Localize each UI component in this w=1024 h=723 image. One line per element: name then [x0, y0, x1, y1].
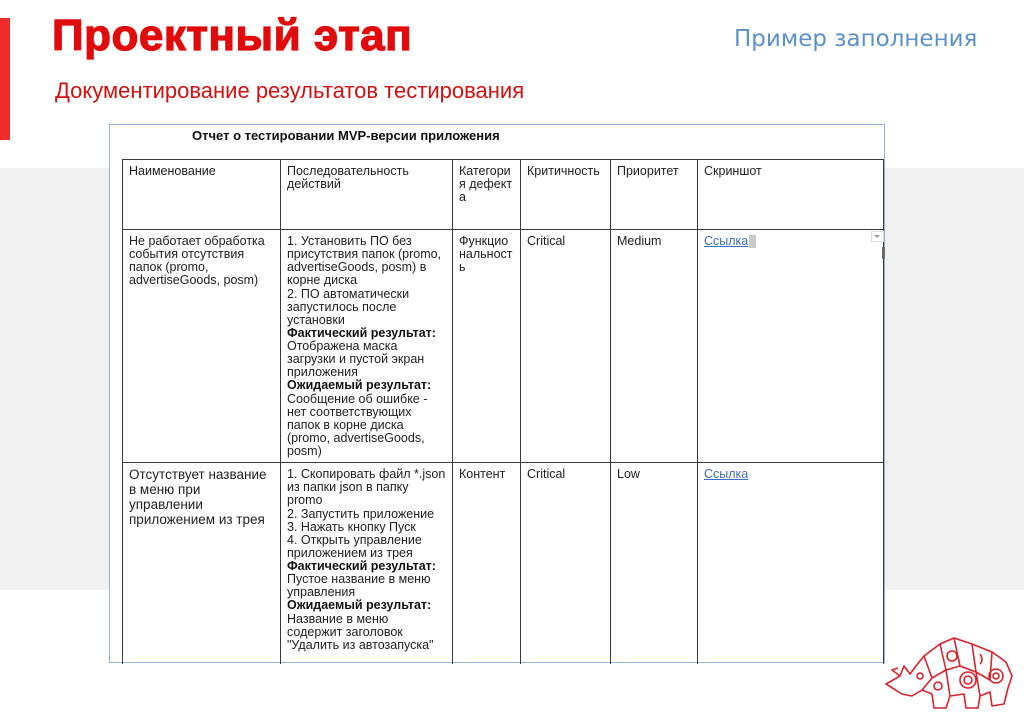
column-header-category [453, 160, 521, 230]
step: 3. Нажать кнопку Пуск [287, 519, 416, 534]
table-header-row [123, 160, 884, 230]
embedded-document [109, 124, 885, 663]
actual-result-label: Фактический результат: [287, 559, 436, 573]
expected-result-label: Ожидаемый результат: [287, 378, 432, 393]
column-header-severity-label: Критичность [527, 164, 600, 178]
defect-category-value: Функциональность [459, 234, 513, 275]
step: 4. Открыть управление приложением из трея [287, 532, 422, 560]
expected-result-text: Сообщение об ошибке - нет соответствующих папок в корне диска (promo, advertiseGoods, posm) [287, 391, 428, 458]
slide-title: Проектный этап [52, 11, 413, 60]
step: 1. Скопировать файл *.json из папки json в папку promo [287, 467, 446, 508]
defect-name [123, 463, 281, 665]
defect-priority: Low [611, 463, 698, 665]
column-header-name: Наименование [123, 160, 281, 230]
step: 2. ПО автоматически запустилось после установки [287, 286, 410, 327]
defect-screenshot [698, 463, 884, 665]
defect-category [453, 230, 521, 463]
expected-result-label: Ожидаемый результат: [287, 598, 432, 613]
defect-name: Не работает обработка события отсутствия папок (promo, advertiseGoods, posm) [123, 230, 281, 463]
actual-result-text: Пустое название в меню управления [287, 572, 431, 600]
defect-severity: Critical [521, 230, 611, 463]
screenshot-link[interactable]: Ссылка [704, 234, 749, 248]
document-title: Отчет о тестировании MVP-версии приложения [192, 128, 500, 143]
screenshot-link[interactable]: Ссылка [704, 467, 749, 482]
column-header-category-label: Категория дефекта [459, 164, 513, 205]
step: 1. Установить ПО без присутствия папок (promo, advertiseGoods, posm) в корне диска [287, 234, 442, 288]
defect-priority: Medium [611, 230, 698, 463]
test-report-table [122, 159, 884, 664]
rhino-logo-icon [880, 626, 1020, 716]
step: 2. Запустить приложение [287, 506, 435, 521]
actual-result-text: Отображена маска загрузки и пустой экран приложения [287, 339, 425, 380]
defect-steps [281, 230, 453, 463]
dropdown-arrow-icon[interactable] [871, 231, 884, 242]
text-cursor [749, 235, 756, 248]
column-header-priority: Приоритет [611, 160, 698, 230]
defect-name-text: Отсутствует название в меню при управлении приложением из трея [129, 467, 267, 527]
resize-handle[interactable] [882, 247, 885, 259]
column-header-severity [521, 160, 611, 230]
slide-subtitle: Документирование результатов тестирования [55, 78, 525, 103]
column-header-screenshot: Скриншот [698, 160, 884, 230]
table-row [123, 230, 884, 463]
defect-category: Контент [453, 463, 521, 665]
accent-bar [0, 18, 10, 140]
defect-severity: Critical [521, 463, 611, 665]
column-header-steps: Последовательность действий [281, 160, 453, 230]
defect-steps [281, 463, 453, 665]
expected-result-text: Название в меню содержит заголовок "Удалить из автозапуска" [287, 611, 434, 652]
defect-screenshot [698, 230, 884, 463]
actual-result-label: Фактический результат: [287, 325, 436, 340]
example-label: Пример заполнения [734, 26, 978, 52]
table-row [123, 463, 884, 665]
